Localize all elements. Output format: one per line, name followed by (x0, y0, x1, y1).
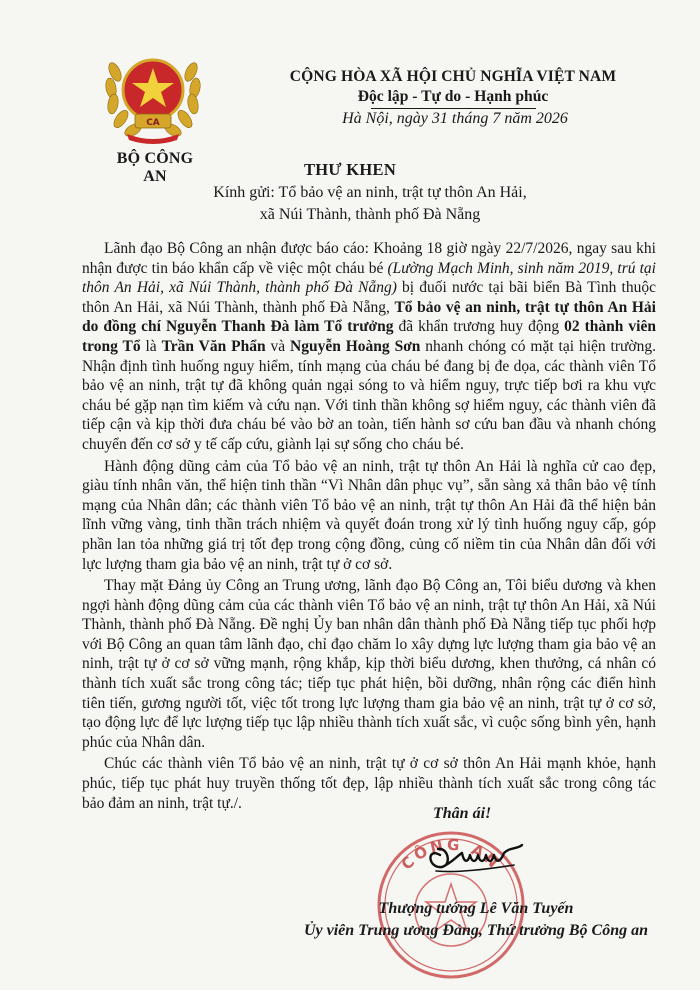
signer-name: Thượng tướng Lê Văn Tuyến (378, 900, 574, 917)
text-run: Lãnh đạo Bộ Công an nhận được báo cáo: Khoảng 18 giờ ngày 22/7/2026, ngay sau khi nhận được tin báo khẩn cấp về việc một cháu bé (82, 240, 656, 277)
police-emblem-icon (97, 44, 209, 148)
paragraph: Thay mặt Đảng ủy Công an Trung ương, lãnh đạo Bộ Công an, Tôi biểu dương và khen ngợi hành động dũng cảm của các thành viên Tổ bảo vệ an ninh, trật tự thôn An Hải, xã Núi Thành, thành phố Đà Nẵng. Đề nghị Ủy ban nhân dân thành phố Đà Nẵng tiếp tục phối hợp với Bộ Công an quan tâm lãnh đạo, chỉ đạo chăm lo xây dựng lực lượng tham gia bảo vệ an ninh, trật tự ở cơ sở vững mạnh, rộng khắp, kịp thời biểu dương, khen thưởng, cá nhân có thành tích xuất sắc trong công tác; tiếp tục phát hiện, bồi dưỡng, nhân rộng các điển hình tiên tiến, gương người tốt, việc tốt trong lực lượng tham gia bảo vệ an ninh, trật tự ở cơ sở, tạo động lực để lực lượng tiếp tục lập nhiều thành tích xuất sắc, vì cuộc sống bình yên, hạnh phúc của Nhân dân. (82, 577, 656, 751)
paragraph: Hành động dũng cảm của Tổ bảo vệ an ninh, trật tự thôn An Hải là nghĩa cử cao đẹp, giàu tính nhân văn, thể hiện tinh thần “Vì Nhân dân phục vụ”, sẵn sàng xả thân bảo vệ tính mạng của Nhân dân; các thành viên Tổ bảo vệ an ninh, trật tự thôn An Hải đã thể hiện bản lĩnh vững vàng, tinh thần trách nhiệm và quyết đoán trong xử lý tình huống nguy cấp, góp phần lan tỏa những giá trị tốt đẹp trong cộng đồng, củng cố niềm tin của Nhân dân đối với lực lượng tham gia bảo vệ an ninh, trật tự ở cơ sở. (82, 457, 656, 573)
recipient-line: xã Núi Thành, thành phố Đà Nẵng (259, 206, 481, 223)
signer-position: Ủy viên Trung ương Đảng, Thứ trưởng Bộ Công an (303, 922, 649, 939)
text-run: Trần Văn Phẩn (161, 337, 266, 355)
text-run: nhanh chóng có mặt tại hiện trường. Nhận định tình huống nguy hiểm, tính mạng của cháu bé đang bị đe dọa, các thành viên Tổ bảo vệ an ninh, trật tự đã không quản ngại sóng to và hiểm nguy, trực tiếp bơi ra khu vực cháu bé gặp nạn tìm kiếm và cứu nạn. Với tinh thần không sợ hiểm nguy, các thành viên đã tiếp cận và kịp thời đưa cháu bé vào bờ an toàn, tiến hành sơ cứu ban đầu và nhanh chóng chuyển đến cơ sở y tế cấp cứu, giành lại sự sống cho cháu bé. (82, 337, 656, 453)
text-run: Nguyễn Hoàng Sơn (290, 337, 421, 355)
text-run: Tổ bảo vệ an ninh, trật tự thôn An Hải do đồng chí Nguyễn Thanh Đà làm Tổ trưởng (82, 298, 656, 336)
national-header (258, 67, 648, 109)
text-run: (Lường Mạch Minh, sinh năm 2019, trú tại thôn An Hải, xã Núi Thành, thành phố Đà Nẵng) (82, 259, 656, 297)
handwritten-signature (418, 825, 538, 885)
seal-text: CÔNG AN (397, 835, 505, 874)
recipient-line: Kính gửi: Tổ bảo vệ an ninh, trật tự thôn An Hải, (213, 184, 527, 201)
recipient (150, 182, 590, 226)
letter-body (82, 239, 656, 815)
country-name: CỘNG HÒA XÃ HỘI CHỦ NGHĨA VIỆT NAM (289, 68, 617, 85)
text-run: 02 thành viên trong Tổ (82, 318, 656, 355)
letter-title: THƯ KHEN (303, 160, 397, 179)
signer-block (276, 898, 676, 942)
svg-text:CA: CA (146, 118, 160, 128)
motto-underline (371, 108, 536, 109)
place-date: Hà Nội, ngày 31 tháng 7 năm 2026 (342, 110, 568, 127)
text-run: là (140, 337, 162, 355)
text-run: và (265, 337, 291, 355)
org-name: BỘ CÔNG AN (116, 150, 194, 185)
paragraph: Chúc các thành viên Tổ bảo vệ an ninh, trật tự ở cơ sở thôn An Hải mạnh khỏe, hạnh phúc, tiếp tục phát huy truyền thống tốt đẹp, lập nhiều thành tích xuất sắc trong công tác bảo đảm an ninh, trật tự./. (82, 755, 656, 812)
text-run: đã khẩn trương huy động (393, 318, 565, 336)
text-run: bị đuối nước tại bãi biển Bà Tình thuộc thôn An Hải, xã Núi Thành, thành phố Đà Nẵng, (82, 279, 656, 316)
national-motto: Độc lập - Tự do - Hạnh phúc (357, 88, 549, 105)
paragraph (82, 239, 656, 455)
closing-greeting: Thân ái! (433, 805, 492, 822)
